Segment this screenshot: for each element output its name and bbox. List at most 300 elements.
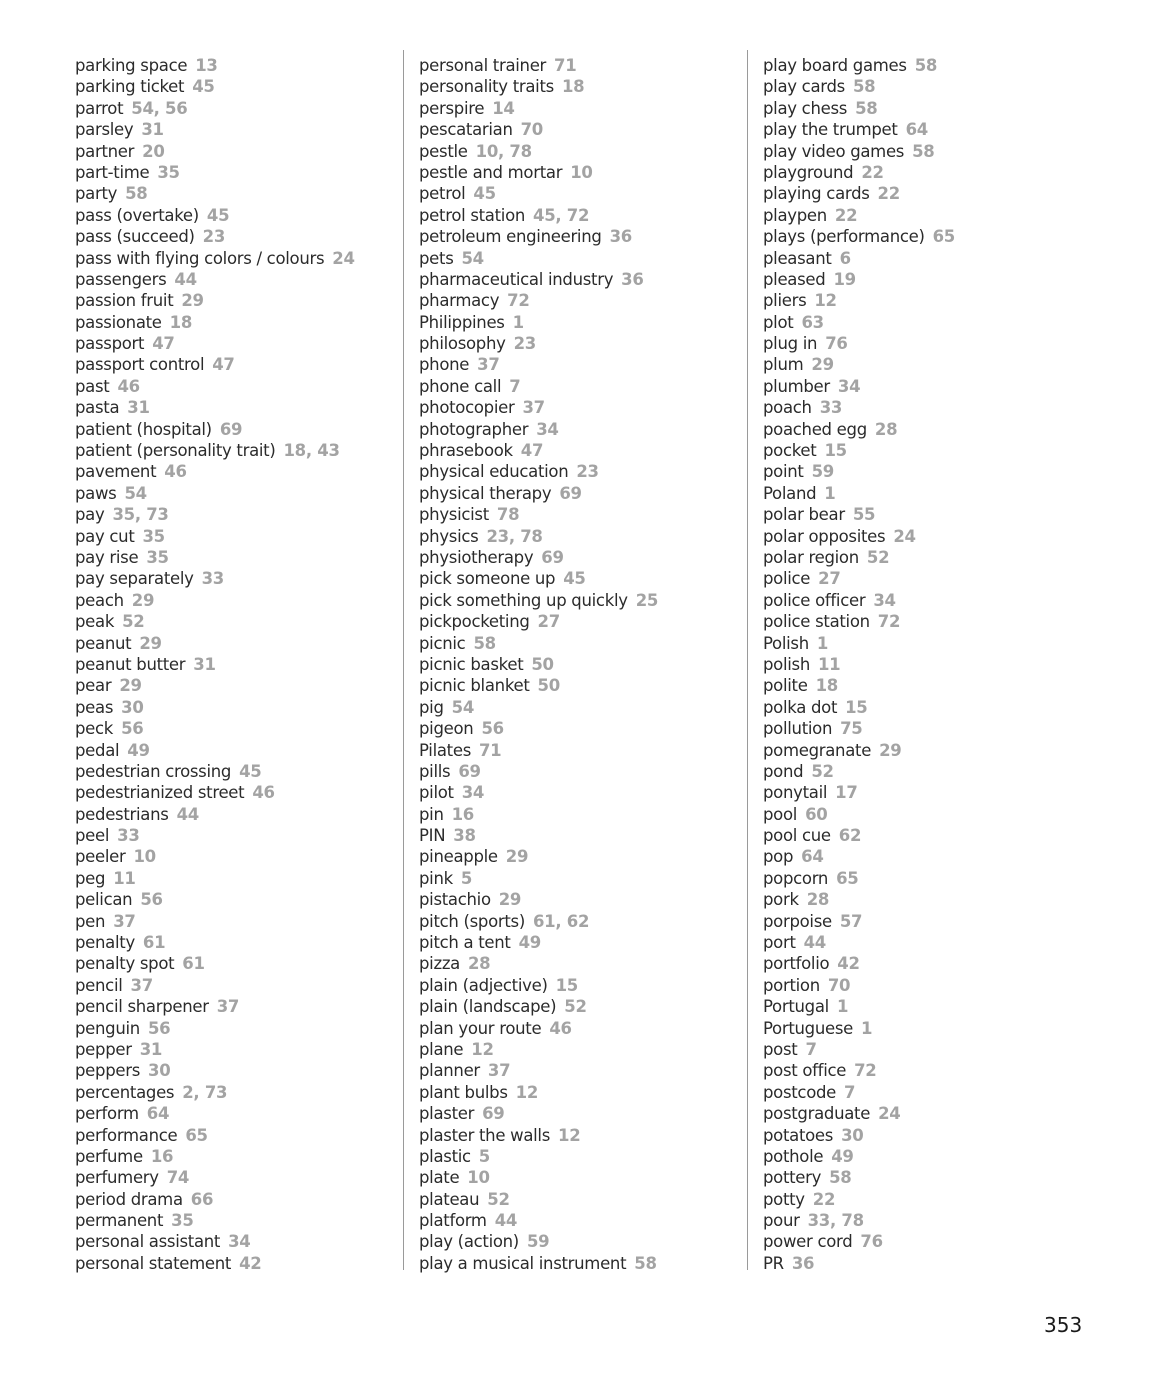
index-page-refs: 34 — [228, 1232, 251, 1252]
index-term: pigeon — [419, 719, 474, 739]
index-entry — [419, 1189, 658, 1210]
index-page-refs: 45 — [239, 761, 262, 781]
index-page-refs: 46 — [164, 462, 187, 482]
index-column-3 — [763, 55, 955, 1274]
index-term: pollution — [763, 719, 833, 739]
index-entry — [75, 354, 355, 375]
index-page-refs: 44 — [176, 804, 199, 824]
index-entry — [419, 718, 658, 739]
index-page-refs: 37 — [130, 975, 153, 995]
index-term: power cord — [763, 1232, 853, 1252]
index-page-refs: 31 — [141, 120, 164, 140]
index-page-refs: 15 — [845, 697, 868, 717]
index-term: popcorn — [763, 868, 829, 888]
index-page-refs: 47 — [212, 355, 235, 375]
index-page-refs: 28 — [874, 419, 898, 439]
index-page-refs: 36 — [791, 1253, 815, 1273]
index-page-refs: 36 — [621, 269, 644, 289]
index-page-refs: 50 — [531, 654, 554, 674]
index-term: plays (performance) — [763, 227, 925, 247]
index-entry — [75, 1039, 355, 1060]
index-entry — [763, 1210, 955, 1231]
index-entry — [419, 162, 658, 183]
index-entry — [75, 183, 355, 204]
index-term: pharmaceutical industry — [419, 269, 614, 289]
column-divider — [403, 50, 404, 1270]
index-entry — [763, 269, 955, 290]
index-entry — [75, 996, 355, 1017]
index-page-refs: 58 — [473, 633, 496, 653]
index-entry — [763, 483, 955, 504]
index-page-refs: 72 — [877, 612, 901, 632]
index-term: pitch a tent — [419, 933, 511, 953]
index-entry — [763, 633, 955, 654]
index-entry — [419, 98, 658, 119]
index-term: pass with flying colors / colours — [75, 248, 325, 268]
index-entry — [419, 804, 658, 825]
index-entry — [763, 1039, 955, 1060]
index-term: pickpocketing — [419, 612, 530, 632]
index-term: pedestrians — [75, 804, 169, 824]
index-term: personal statement — [75, 1253, 232, 1273]
index-term: pomegranate — [763, 740, 872, 760]
index-entry — [763, 55, 955, 76]
index-term: polite — [763, 676, 808, 696]
index-entry — [75, 740, 355, 761]
index-term: pasta — [75, 398, 120, 418]
index-page-refs: 60 — [805, 804, 828, 824]
index-entry — [763, 804, 955, 825]
index-page-refs: 58 — [914, 56, 938, 75]
index-term: poached egg — [763, 419, 867, 439]
index-page-refs: 29 — [181, 291, 204, 311]
index-page-refs: 61 — [142, 933, 166, 953]
index-page-refs: 56 — [147, 1018, 171, 1038]
index-entry — [419, 1060, 658, 1081]
index-entry — [419, 568, 658, 589]
index-term: period drama — [75, 1189, 183, 1209]
index-term: personality traits — [419, 77, 554, 97]
index-entry — [75, 590, 355, 611]
index-entry — [763, 675, 955, 696]
index-page-refs: 18, 43 — [283, 441, 340, 461]
index-entry — [75, 1167, 355, 1188]
index-entry — [763, 911, 955, 932]
index-term: petroleum engineering — [419, 227, 602, 247]
index-entry — [419, 611, 658, 632]
index-page-refs: 30 — [121, 697, 144, 717]
index-term: penguin — [75, 1018, 140, 1038]
index-entry — [75, 1125, 355, 1146]
index-term: pleased — [763, 269, 826, 289]
index-term: plant bulbs — [419, 1082, 508, 1102]
index-page-refs: 34 — [873, 590, 896, 610]
index-page-refs: 12 — [558, 1125, 581, 1145]
index-page-refs: 57 — [839, 911, 863, 931]
index-page-refs: 25 — [635, 590, 659, 610]
index-page-refs: 54 — [124, 483, 147, 503]
index-entry — [75, 568, 355, 589]
index-entry — [75, 440, 355, 461]
index-entry — [763, 932, 955, 953]
index-page-refs: 23, 78 — [486, 526, 543, 546]
index-entry — [763, 654, 955, 675]
index-page-refs: 29 — [811, 355, 834, 375]
index-entry — [419, 504, 658, 525]
index-entry — [75, 718, 355, 739]
index-entry — [763, 825, 955, 846]
index-term: peak — [75, 612, 115, 632]
index-page-refs: 72 — [854, 1061, 877, 1081]
index-entry — [419, 932, 658, 953]
index-term: personal assistant — [75, 1232, 221, 1252]
index-entry — [75, 611, 355, 632]
index-entry — [763, 1103, 955, 1124]
index-entry — [763, 761, 955, 782]
index-page-refs: 14 — [492, 98, 515, 118]
index-page-refs: 23 — [576, 462, 599, 482]
index-term: peck — [75, 719, 114, 739]
index-page-refs: 28 — [806, 890, 830, 910]
index-term: pedestrianized street — [75, 783, 245, 803]
index-entry — [75, 1189, 355, 1210]
index-entry — [75, 911, 355, 932]
index-page-refs: 45 — [192, 77, 215, 97]
index-page-refs: 46 — [549, 1018, 572, 1038]
index-entry — [75, 526, 355, 547]
index-term: pottery — [763, 1168, 822, 1188]
index-term: play board games — [763, 56, 907, 75]
index-term: pass (succeed) — [75, 227, 195, 247]
index-term: pass (overtake) — [75, 205, 199, 225]
index-entry — [763, 119, 955, 140]
index-term: pestle and mortar — [419, 162, 563, 182]
index-entry — [763, 1060, 955, 1081]
index-term: plan your route — [419, 1018, 542, 1038]
index-term: petrol station — [419, 205, 526, 225]
index-page-refs: 58 — [855, 98, 878, 118]
index-entry — [419, 697, 658, 718]
index-entry — [75, 953, 355, 974]
index-term: plot — [763, 312, 794, 332]
index-page-refs: 78 — [496, 505, 520, 525]
index-page-refs: 1 — [824, 483, 836, 503]
index-entry — [763, 953, 955, 974]
index-entry — [763, 397, 955, 418]
index-page-refs: 59 — [526, 1232, 550, 1252]
index-term: pig — [419, 697, 444, 717]
index-page-refs: 12 — [471, 1039, 494, 1059]
index-page-refs: 30 — [841, 1125, 864, 1145]
index-term: police station — [763, 612, 870, 632]
index-entry — [75, 1253, 355, 1274]
index-entry — [419, 547, 658, 568]
index-page-refs: 29 — [498, 890, 522, 910]
index-entry — [419, 526, 658, 547]
index-term: pets — [419, 248, 454, 268]
index-page-refs: 13 — [195, 56, 218, 75]
index-entry — [419, 119, 658, 140]
index-entry — [419, 953, 658, 974]
index-page-refs: 52 — [811, 761, 834, 781]
index-entry — [419, 76, 658, 97]
index-term: pistachio — [419, 890, 491, 910]
index-entry — [763, 740, 955, 761]
index-entry — [763, 1253, 955, 1274]
index-entry — [419, 376, 658, 397]
index-term: porpoise — [763, 911, 832, 931]
index-page-refs: 37 — [477, 355, 500, 375]
index-page-refs: 2, 73 — [182, 1082, 228, 1102]
index-entry — [763, 547, 955, 568]
index-entry — [75, 846, 355, 867]
index-term: pelican — [75, 890, 133, 910]
index-page-refs: 49 — [831, 1146, 854, 1166]
index-page-refs: 37 — [522, 398, 545, 418]
index-page-refs: 1 — [816, 633, 829, 653]
index-term: polka dot — [763, 697, 838, 717]
index-entry — [419, 654, 658, 675]
index-entry — [763, 141, 955, 162]
index-term: passionate — [75, 312, 162, 332]
index-term: pen — [75, 911, 106, 931]
index-term: picnic blanket — [419, 676, 530, 696]
index-page-refs: 58 — [125, 184, 148, 204]
index-entry — [75, 975, 355, 996]
index-page-refs: 65 — [185, 1125, 208, 1145]
index-term: potatoes — [763, 1125, 834, 1145]
index-page-refs: 45 — [206, 205, 230, 225]
index-term: performance — [75, 1125, 178, 1145]
index-page-refs: 54, 56 — [131, 98, 188, 118]
index-term: pilot — [419, 783, 454, 803]
index-page-refs: 16 — [451, 804, 474, 824]
index-entry — [75, 547, 355, 568]
index-term: picnic — [419, 633, 466, 653]
index-term: partner — [75, 141, 135, 161]
index-term: physiotherapy — [419, 547, 534, 567]
index-entry — [763, 782, 955, 803]
index-page-refs: 37 — [113, 911, 136, 931]
index-term: play chess — [763, 98, 848, 118]
index-entry — [419, 354, 658, 375]
index-page-refs: 74 — [166, 1168, 190, 1188]
index-term: permanent — [75, 1211, 164, 1231]
index-page-refs: 46 — [252, 783, 275, 803]
index-term: polar opposites — [763, 526, 886, 546]
index-term: potty — [763, 1189, 805, 1209]
index-term: planner — [419, 1061, 480, 1081]
index-term: peas — [75, 697, 114, 717]
index-term: playing cards — [763, 184, 870, 204]
index-term: picnic basket — [419, 654, 524, 674]
index-entry — [75, 675, 355, 696]
index-term: pocket — [763, 441, 817, 461]
index-entry — [419, 1146, 658, 1167]
index-term: pour — [763, 1211, 800, 1231]
index-page-refs: 33 — [201, 569, 224, 589]
index-term: plastic — [419, 1146, 471, 1166]
index-page-refs: 5 — [460, 868, 473, 888]
index-term: passport control — [75, 355, 205, 375]
index-entry — [419, 911, 658, 932]
index-page-refs: 47 — [520, 441, 544, 461]
index-entry — [763, 590, 955, 611]
index-term: past — [75, 376, 110, 396]
index-term: passengers — [75, 269, 167, 289]
index-entry — [763, 248, 955, 269]
index-term: Pilates — [419, 740, 471, 760]
index-entry — [763, 1125, 955, 1146]
index-entry — [763, 889, 955, 910]
index-page-refs: 52 — [122, 612, 145, 632]
index-term: parsley — [75, 120, 134, 140]
index-term: pay rise — [75, 547, 139, 567]
index-entry — [75, 98, 355, 119]
index-entry — [75, 312, 355, 333]
index-term: phone call — [419, 376, 502, 396]
index-page-refs: 11 — [818, 654, 841, 674]
index-term: pedestrian crossing — [75, 761, 232, 781]
index-entry — [419, 290, 658, 311]
index-term: Portuguese — [763, 1018, 853, 1038]
index-page-refs: 31 — [193, 654, 216, 674]
index-page-refs: 31 — [127, 398, 150, 418]
index-term: playpen — [763, 205, 827, 225]
index-entry — [75, 376, 355, 397]
index-term: plaster — [419, 1104, 475, 1124]
index-page-refs: 12 — [814, 291, 837, 311]
index-term: portfolio — [763, 954, 830, 974]
index-page-refs: 52 — [866, 547, 890, 567]
index-entry — [75, 483, 355, 504]
index-term: peeler — [75, 847, 126, 867]
index-page-refs: 1 — [861, 1018, 873, 1038]
index-page-refs: 37 — [216, 997, 240, 1017]
index-page-refs: 22 — [877, 184, 900, 204]
index-page-refs: 1 — [836, 997, 849, 1017]
index-page-refs: 35 — [171, 1211, 194, 1231]
index-column-1 — [75, 55, 355, 1274]
index-term: pills — [419, 761, 451, 781]
index-page-refs: 18 — [169, 312, 193, 332]
index-page-refs: 42 — [837, 954, 860, 974]
index-entry — [763, 290, 955, 311]
index-term: play video games — [763, 141, 905, 161]
index-term: postgraduate — [763, 1104, 871, 1124]
index-entry — [763, 868, 955, 889]
index-term: plate — [419, 1168, 460, 1188]
index-entry — [419, 205, 658, 226]
index-term: pick someone up — [419, 569, 556, 589]
index-entry — [75, 1231, 355, 1252]
index-page-refs: 61 — [182, 954, 205, 974]
index-entry — [419, 226, 658, 247]
index-entry — [75, 1210, 355, 1231]
index-page-refs: 34 — [461, 783, 485, 803]
index-page-refs: 65 — [932, 227, 955, 247]
index-entry — [75, 654, 355, 675]
index-entry — [419, 889, 658, 910]
index-term: physical education — [419, 462, 569, 482]
index-page-refs: 33, 78 — [807, 1211, 864, 1231]
index-term: physics — [419, 526, 479, 546]
index-entry — [419, 675, 658, 696]
index-entry — [763, 846, 955, 867]
index-page-refs: 24 — [878, 1104, 901, 1124]
index-entry — [75, 1060, 355, 1081]
index-term: polish — [763, 654, 810, 674]
index-entry — [75, 205, 355, 226]
index-term: poach — [763, 398, 812, 418]
index-entry — [763, 162, 955, 183]
index-entry — [763, 504, 955, 525]
index-entry — [763, 440, 955, 461]
index-entry — [763, 376, 955, 397]
index-page-refs: 24 — [332, 248, 355, 268]
index-term: passion fruit — [75, 291, 174, 311]
index-page-refs: 30 — [148, 1061, 171, 1081]
index-term: pencil — [75, 975, 123, 995]
index-entry — [763, 1146, 955, 1167]
index-term: post — [763, 1039, 798, 1059]
column-divider — [747, 50, 748, 1270]
index-page-refs: 75 — [840, 719, 863, 739]
index-entry — [763, 205, 955, 226]
index-page-refs: 56 — [140, 890, 163, 910]
index-entry — [419, 825, 658, 846]
index-term: platform — [419, 1211, 487, 1231]
index-entry — [419, 1018, 658, 1039]
index-entry — [763, 461, 955, 482]
index-term: plumber — [763, 376, 830, 396]
index-entry — [763, 333, 955, 354]
index-term: physicist — [419, 505, 489, 525]
index-term: peppers — [75, 1061, 141, 1081]
index-page-refs: 10, 78 — [475, 141, 532, 161]
index-entry — [419, 440, 658, 461]
index-term: polar region — [763, 547, 859, 567]
index-page-refs: 55 — [852, 505, 876, 525]
index-entry — [75, 868, 355, 889]
index-term: perfumery — [75, 1168, 159, 1188]
index-page-refs: 52 — [487, 1189, 510, 1209]
index-term: party — [75, 184, 118, 204]
index-page-refs: 5 — [478, 1146, 490, 1166]
index-entry — [763, 1167, 955, 1188]
index-page-refs: 64 — [905, 120, 928, 140]
index-term: pool — [763, 804, 798, 824]
index-term: pavement — [75, 462, 157, 482]
index-entry — [75, 76, 355, 97]
index-term: portion — [763, 975, 820, 995]
index-entry — [419, 868, 658, 889]
index-term: perspire — [419, 98, 485, 118]
index-entry — [75, 461, 355, 482]
index-page-refs: 76 — [825, 334, 848, 354]
index-entry — [75, 397, 355, 418]
index-term: peanut butter — [75, 654, 186, 674]
index-page-refs: 23 — [513, 334, 536, 354]
index-term: perfume — [75, 1146, 143, 1166]
index-entry — [419, 1082, 658, 1103]
index-term: plain (landscape) — [419, 997, 557, 1017]
index-page-refs: 54 — [451, 697, 475, 717]
index-term: pescatarian — [419, 120, 513, 140]
index-entry — [419, 846, 658, 867]
index-term: penalty — [75, 933, 135, 953]
index-page-refs: 34 — [536, 419, 559, 439]
